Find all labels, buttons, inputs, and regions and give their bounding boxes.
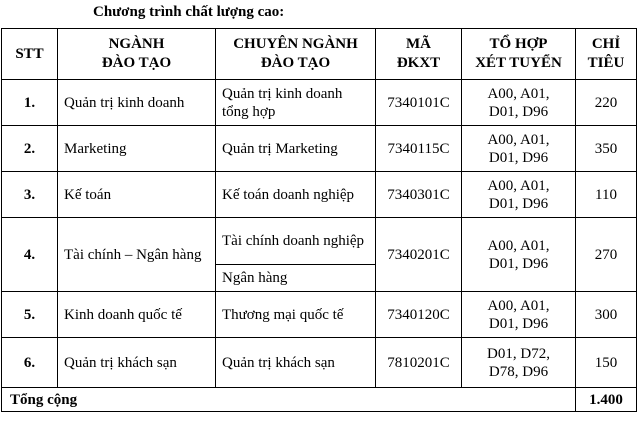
cell-chuyen-nganh: Tài chính doanh nghiệp xyxy=(216,218,376,265)
cell-chuyen-nganh: Thương mại quốc tế xyxy=(216,292,376,338)
cell-chuyen-nganh: Quản trị kinh doanh tổng hợp xyxy=(216,80,376,126)
cell-to-hop: A00, A01, D01, D96 xyxy=(462,292,576,338)
col-header-chi-tieu: CHỈ TIÊU xyxy=(576,29,637,80)
cell-nganh: Tài chính – Ngân hàng xyxy=(58,218,216,292)
cell-chuyen-nganh: Ngân hàng xyxy=(216,265,376,292)
col-header-ma: MÃ ĐKXT xyxy=(376,29,462,80)
cell-ma: 7810201C xyxy=(376,338,462,388)
cell-chuyen-nganh: Kế toán doanh nghiệp xyxy=(216,172,376,218)
table-header-row xyxy=(2,29,637,80)
cell-stt: 3. xyxy=(2,172,58,218)
cell-nganh: Kế toán xyxy=(58,172,216,218)
cell-chi-tieu: 110 xyxy=(576,172,637,218)
table-row xyxy=(2,338,637,388)
cell-chi-tieu: 350 xyxy=(576,126,637,172)
col-header-nganh: NGÀNH ĐÀO TẠO xyxy=(58,29,216,80)
cell-chi-tieu: 150 xyxy=(576,338,637,388)
cell-nganh: Kinh doanh quốc tế xyxy=(58,292,216,338)
cell-to-hop: A00, A01, D01, D96 xyxy=(462,218,576,292)
total-label: Tổng cộng xyxy=(2,388,576,412)
cell-nganh: Quản trị khách sạn xyxy=(58,338,216,388)
table-row xyxy=(2,126,637,172)
total-row xyxy=(2,388,637,412)
table-row xyxy=(2,292,637,338)
table-row xyxy=(2,172,637,218)
cell-chi-tieu: 270 xyxy=(576,218,637,292)
cell-ma: 7340301C xyxy=(376,172,462,218)
cell-chuyen-nganh: Quản trị Marketing xyxy=(216,126,376,172)
table-row xyxy=(2,80,637,126)
cell-ma: 7340120C xyxy=(376,292,462,338)
admission-table xyxy=(1,28,637,412)
cell-chi-tieu: 300 xyxy=(576,292,637,338)
cell-nganh: Quản trị kinh doanh xyxy=(58,80,216,126)
cell-stt: 6. xyxy=(2,338,58,388)
col-header-chuyen-nganh: CHUYÊN NGÀNH ĐÀO TẠO xyxy=(216,29,376,80)
cell-ma: 7340115C xyxy=(376,126,462,172)
cell-nganh: Marketing xyxy=(58,126,216,172)
cell-chi-tieu: 220 xyxy=(576,80,637,126)
cell-stt: 4. xyxy=(2,218,58,292)
cell-to-hop: A00, A01, D01, D96 xyxy=(462,126,576,172)
col-header-to-hop: TỔ HỢP XÉT TUYỂN xyxy=(462,29,576,80)
cell-stt: 2. xyxy=(2,126,58,172)
cell-stt: 1. xyxy=(2,80,58,126)
col-header-stt: STT xyxy=(2,29,58,80)
cell-ma: 7340201C xyxy=(376,218,462,292)
cell-chuyen-nganh: Quản trị khách sạn xyxy=(216,338,376,388)
cell-to-hop: D01, D72, D78, D96 xyxy=(462,338,576,388)
section-heading: Chương trình chất lượng cao: xyxy=(93,4,285,20)
total-value: 1.400 xyxy=(576,388,637,412)
table-row xyxy=(2,218,637,265)
cell-to-hop: A00, A01, D01, D96 xyxy=(462,80,576,126)
cell-stt: 5. xyxy=(2,292,58,338)
cell-ma: 7340101C xyxy=(376,80,462,126)
cell-to-hop: A00, A01, D01, D96 xyxy=(462,172,576,218)
